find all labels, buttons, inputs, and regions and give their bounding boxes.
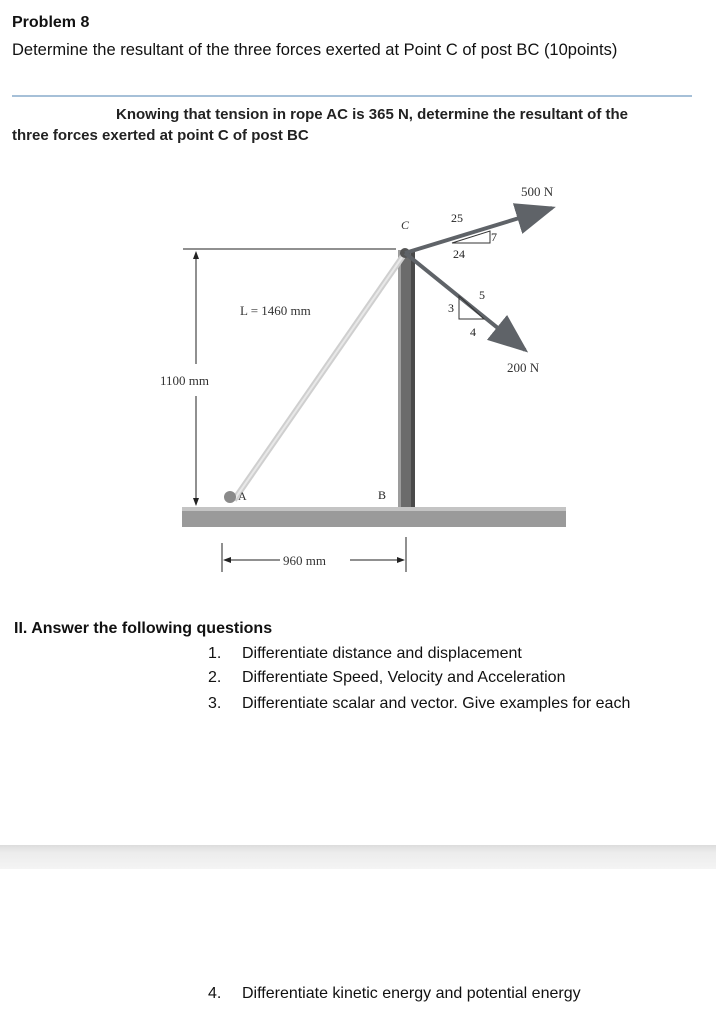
question-text: Differentiate kinetic energy and potential energy (242, 985, 581, 1002)
slope-lower-rise: 3 (448, 301, 454, 315)
force-arrow-500n (405, 208, 552, 253)
section-title: II. Answer the following questions (14, 620, 273, 637)
rope-length-label: L = 1460 mm (240, 303, 311, 318)
height-dimension-label: 1100 mm (160, 373, 209, 388)
force-label-200n: 200 N (507, 360, 540, 375)
page-break (0, 845, 716, 869)
problem-statement: Determine the resultant of the three forces exerted at Point C of post BC (10points) (12, 41, 618, 59)
slope-upper-hyp: 25 (451, 211, 463, 225)
question-text: Differentiate scalar and vector. Give examples for each (242, 695, 631, 712)
question-text: Differentiate Speed, Velocity and Acceleration (242, 669, 566, 686)
question-item (208, 695, 630, 713)
question-number: 2. (208, 669, 222, 686)
question-number: 4. (208, 985, 222, 1002)
problem-title: Problem 8 (12, 14, 90, 31)
question-number: 3. (208, 695, 222, 712)
question-item (208, 985, 581, 1003)
slope-upper-run: 24 (453, 247, 465, 261)
force-label-500n: 500 N (521, 184, 554, 199)
slope-lower-hyp: 5 (479, 288, 485, 302)
given-text-line-1: Knowing that tension in rope AC is 365 N, determine the resultant of the (116, 106, 628, 123)
slope-upper-rise: 7 (491, 230, 497, 244)
label-c: C (401, 218, 410, 232)
question-item (208, 669, 565, 687)
width-dimension-label: 960 mm (283, 553, 326, 568)
slope-lower-run: 4 (470, 325, 476, 339)
question-item (208, 645, 522, 663)
question-number: 1. (208, 645, 222, 662)
given-text-line-2: three forces exerted at point C of post BC (12, 127, 309, 144)
question-text: Differentiate distance and displacement (242, 645, 522, 662)
label-b: B (378, 488, 387, 502)
label-a: A (238, 489, 247, 503)
anchor-a (224, 491, 236, 503)
